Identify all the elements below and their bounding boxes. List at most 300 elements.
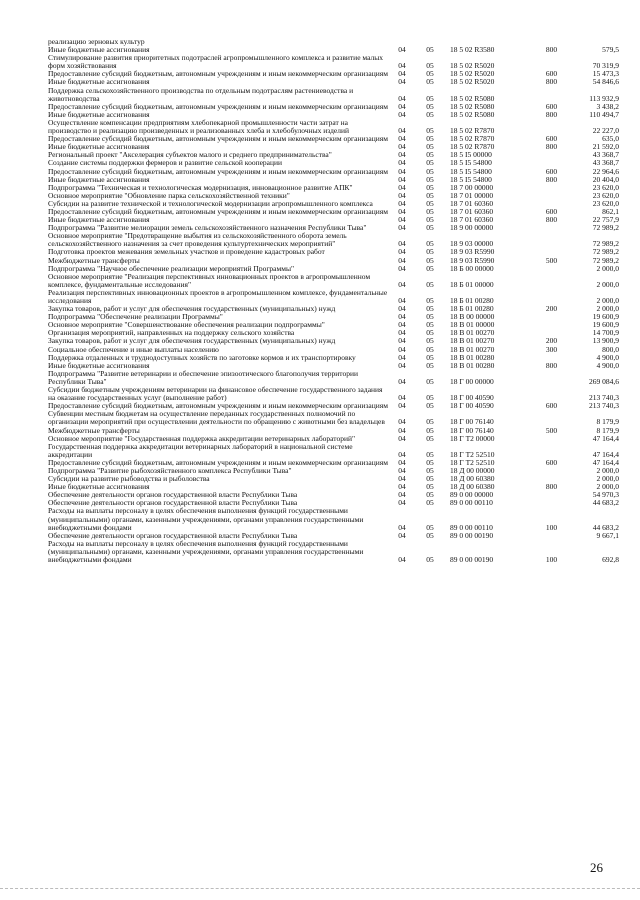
row-celevaya-statya: 89 0 00 00000 xyxy=(450,490,494,500)
row-name: Закупка товаров, работ и услуг для обеспечения государственных (муниципальных) нужд xyxy=(48,336,336,346)
table-row xyxy=(48,87,619,103)
row-name: Осуществление компенсации предприятиям хлебопекарной промышленности части затрат на производство и реализацию произведенных и реализованных хлеба и хлебобулочных изделий xyxy=(48,117,350,136)
row-razdel: 04 xyxy=(398,555,406,564)
table-row xyxy=(48,540,619,564)
row-podrazdel: 05 xyxy=(426,190,434,200)
row-amount: 800,0 xyxy=(602,344,619,354)
row-name: Социальное обеспечение и иные выплаты населению xyxy=(48,344,219,354)
row-amount: 2 000,0 xyxy=(596,482,619,492)
row-celevaya-statya: 18 7 00 00000 xyxy=(450,182,494,192)
row-celevaya-statya: 89 0 00 00190 xyxy=(450,555,494,564)
row-celevaya-statya: 18 В 01 00000 xyxy=(450,320,495,330)
row-amount: 2 000,0 xyxy=(596,304,619,314)
row-razdel: 04 xyxy=(398,417,406,427)
row-razdel: 04 xyxy=(398,61,406,71)
row-podrazdel: 05 xyxy=(426,101,434,111)
row-name: Обеспечение деятельности органов государственной власти Республики Тыва xyxy=(48,498,298,508)
row-amount: 54 970,3 xyxy=(592,490,619,500)
row-podrazdel: 05 xyxy=(426,158,434,168)
row-vid-rashodov xyxy=(538,499,565,507)
row-amount: 22 757,9 xyxy=(592,215,619,225)
row-celevaya-statya: 18 В 00 00000 xyxy=(450,312,495,322)
row-name: Основное мероприятие "Предотвращение выбытия из сельскохозяйственного оборота земель сельскохозяйственного назначения за счет проведения культуртехнических мероприятий" xyxy=(48,231,347,249)
row-vid-rashodov: 600 xyxy=(545,134,558,144)
row-amount: 4 900,0 xyxy=(596,360,619,370)
row-podrazdel: 05 xyxy=(426,304,434,314)
table-row xyxy=(48,370,619,386)
row-amount: 72 989,2 xyxy=(592,255,619,265)
row-name: Расходы на выплаты персоналу в целях обеспечения выполнения функций государственными (муниципальными) органами, казенными учреждениями, органами управления государственными внебюджетными фондами xyxy=(48,506,364,532)
row-razdel: 04 xyxy=(398,425,406,435)
row-podrazdel: 05 xyxy=(426,142,434,152)
row-amount: 44 683,2 xyxy=(592,498,619,508)
row-celevaya-statya: 18 5 02 R5080 xyxy=(450,101,495,111)
row-name: Иные бюджетные ассигнования xyxy=(48,142,150,152)
row-name: Поддержка отдаленных и труднодоступных хозяйств по заготовке кормов и их транспортировку xyxy=(48,352,356,362)
row-podrazdel: 05 xyxy=(426,134,434,144)
row-name: Расходы на выплаты персоналу в целях обеспечения выполнения функций государственными (муниципальными) органами, казенными учреждениями, органами управления государственными внебюджетными фондами xyxy=(48,538,364,564)
row-vid-rashodov: 600 xyxy=(545,401,558,411)
row-name: Иные бюджетные ассигнования xyxy=(48,77,150,87)
row-vid-rashodov: 600 xyxy=(545,206,558,216)
row-razdel: 04 xyxy=(398,376,406,386)
row-name: Субсидии на развитие технической и технологической модернизации агропромышленного комплекса xyxy=(48,198,373,208)
row-celevaya-statya: 18 5 02 R5080 xyxy=(450,93,495,103)
row-vid-rashodov xyxy=(538,370,565,386)
row-name: Подпрограмма "Научное обеспечение реализации мероприятий Программы" xyxy=(48,263,295,273)
row-podrazdel: 05 xyxy=(426,223,434,233)
row-name: Предоставление субсидий бюджетным, автономным учреждениям и иным некоммерческим организациям xyxy=(48,206,388,216)
row-celevaya-statya: 18 5 02 R7870 xyxy=(450,126,495,136)
row-podrazdel: 05 xyxy=(426,45,434,55)
row-podrazdel: 05 xyxy=(426,296,434,305)
row-vid-rashodov xyxy=(538,321,565,329)
row-vid-rashodov xyxy=(538,532,565,540)
row-name: Межбюджетные трансферты xyxy=(48,255,140,265)
row-celevaya-statya: 18 7 01 60360 xyxy=(450,206,494,216)
row-podrazdel: 05 xyxy=(426,490,434,500)
row-celevaya-statya: 18 В 01 00270 xyxy=(450,336,495,346)
row-amount: 21 592,0 xyxy=(592,142,619,152)
row-amount: 2 000,0 xyxy=(596,465,619,475)
row-celevaya-statya: 18 9 03 00000 xyxy=(450,239,494,249)
row-amount: 213 740,3 xyxy=(589,393,619,403)
row-razdel: 04 xyxy=(398,336,406,346)
row-amount: 23 620,0 xyxy=(592,182,619,192)
row-amount: 54 846,6 xyxy=(592,77,619,87)
row-celevaya-statya: 89 0 00 00110 xyxy=(450,522,493,532)
row-amount: 22 964,6 xyxy=(592,166,619,176)
row-celevaya-statya: 18 5 I5 00000 xyxy=(450,150,492,160)
row-amount: 2 000,0 xyxy=(596,279,619,289)
row-podrazdel: 05 xyxy=(426,417,434,427)
row-podrazdel: 05 xyxy=(426,555,434,564)
table-row xyxy=(48,410,619,426)
row-vid-rashodov: 500 xyxy=(545,255,558,265)
row-vid-rashodov: 600 xyxy=(545,69,558,79)
row-vid-rashodov xyxy=(538,289,565,305)
row-vid-rashodov: 300 xyxy=(545,344,558,354)
row-celevaya-statya: 18 5 02 R7870 xyxy=(450,142,495,152)
row-razdel: 04 xyxy=(398,198,406,208)
row-razdel: 04 xyxy=(398,465,406,475)
row-celevaya-statya: 18 5 02 R7870 xyxy=(450,134,495,144)
row-name: Субсидии на развитие рыбоводства и рыболовства xyxy=(48,474,210,484)
row-razdel: 04 xyxy=(398,255,406,265)
row-name: Региональный проект "Акселерация субъектов малого и среднего предпринимательства" xyxy=(48,150,332,160)
row-celevaya-statya: 18 5 I5 54800 xyxy=(450,158,492,168)
budget-table xyxy=(48,38,619,564)
row-vid-rashodov: 100 xyxy=(545,555,558,564)
row-vid-rashodov xyxy=(538,192,565,200)
row-vid-rashodov: 200 xyxy=(545,336,558,346)
row-amount: 72 989,2 xyxy=(592,239,619,249)
row-podrazdel: 05 xyxy=(426,247,434,257)
row-amount: 8 179,9 xyxy=(596,417,619,427)
row-podrazdel: 05 xyxy=(426,215,434,225)
row-podrazdel: 05 xyxy=(426,263,434,273)
row-name: Иные бюджетные ассигнования xyxy=(48,482,150,492)
row-vid-rashodov: 200 xyxy=(545,304,558,314)
row-amount: 213 740,3 xyxy=(589,401,619,411)
row-celevaya-statya: 18 Г Т2 00000 xyxy=(450,433,495,443)
row-podrazdel: 05 xyxy=(426,498,434,508)
row-name: Стимулирование развития приоритетных подотраслей агропромышленного комплекса и развитие малых форм хозяйствования xyxy=(48,53,384,71)
row-amount: 14 700,9 xyxy=(592,328,619,338)
row-razdel: 04 xyxy=(398,328,406,338)
row-razdel: 04 xyxy=(398,522,406,532)
row-razdel: 04 xyxy=(398,166,406,176)
row-vid-rashodov: 600 xyxy=(545,101,558,111)
row-vid-rashodov xyxy=(538,435,565,443)
row-name: Межбюджетные трансферты xyxy=(48,425,140,435)
row-name: Поддержка сельскохозяйственного производства по отдельным подотраслям растениеводства и животноводства xyxy=(48,85,354,103)
row-celevaya-statya: 18 В 01 00280 xyxy=(450,352,495,362)
footer-divider xyxy=(0,888,640,889)
row-name: Предоставление субсидий бюджетным, автономным учреждениям и иным некоммерческим организациям xyxy=(48,69,388,79)
row-razdel: 04 xyxy=(398,490,406,500)
row-name: Обеспечение деятельности органов государственной власти Республики Тыва xyxy=(48,530,298,540)
row-podrazdel: 05 xyxy=(426,150,434,160)
row-vid-rashodov xyxy=(538,386,565,402)
row-razdel: 04 xyxy=(398,360,406,370)
row-razdel: 04 xyxy=(398,352,406,362)
row-vid-rashodov: 800 xyxy=(545,360,558,370)
row-celevaya-statya: 18 9 03 R5990 xyxy=(450,247,495,257)
row-celevaya-statya: 18 Б 01 00280 xyxy=(450,296,494,305)
row-podrazdel: 05 xyxy=(426,77,434,87)
row-podrazdel: 05 xyxy=(426,449,434,459)
row-name: Предоставление субсидий бюджетным, автономным учреждениям и иным некоммерческим организациям xyxy=(48,166,388,176)
row-celevaya-statya: 18 В 01 00280 xyxy=(450,360,495,370)
row-vid-rashodov: 800 xyxy=(545,142,558,152)
row-celevaya-statya: 18 9 03 R5990 xyxy=(450,255,495,265)
row-name: Подпрограмма "Развитие мелиорации земель сельскохозяйственного назначения Республики Тыва" xyxy=(48,223,367,233)
row-podrazdel: 05 xyxy=(426,401,434,411)
table-row xyxy=(48,232,619,248)
row-celevaya-statya: 18 5 02 R5020 xyxy=(450,61,495,71)
row-podrazdel: 05 xyxy=(426,465,434,475)
row-vid-rashodov: 600 xyxy=(545,166,558,176)
row-name: Субвенции местным бюджетам на осуществление переданных государственных полномочий по организации мероприятий при осуществлении деятельности по обращению с животными без владельцев xyxy=(48,409,385,427)
row-name: Подпрограмма "Техническая и технологическая модернизация, инновационное развитие АПК" xyxy=(48,182,353,192)
row-vid-rashodov xyxy=(538,265,565,273)
row-name: Предоставление субсидий бюджетным, автономным учреждениям и иным некоммерческим организациям xyxy=(48,401,388,411)
row-name: Подпрограмма "Развитие ветеринарии и обеспечение эпизоотического благополучия территории Республики Тыва" xyxy=(48,368,358,386)
budget-table-page xyxy=(48,37,619,564)
row-razdel: 04 xyxy=(398,263,406,273)
row-celevaya-statya: 18 Д 00 60380 xyxy=(450,474,495,484)
row-podrazdel: 05 xyxy=(426,352,434,362)
row-name: Основное мероприятие "Государственная поддержка аккредитации ветеринарных лабораторий" xyxy=(48,433,356,443)
table-row xyxy=(48,507,619,531)
row-razdel: 04 xyxy=(398,279,406,289)
row-podrazdel: 05 xyxy=(426,482,434,492)
row-celevaya-statya: 18 5 02 R5020 xyxy=(450,77,495,87)
row-podrazdel: 05 xyxy=(426,109,434,119)
row-razdel: 04 xyxy=(398,93,406,103)
row-razdel: 04 xyxy=(398,45,406,55)
row-amount: 3 438,2 xyxy=(596,101,619,111)
row-podrazdel: 05 xyxy=(426,198,434,208)
row-celevaya-statya: 18 7 01 60360 xyxy=(450,198,494,208)
row-celevaya-statya: 18 Б 01 00280 xyxy=(450,304,494,314)
row-razdel: 04 xyxy=(398,304,406,314)
row-name: Основное мероприятие "Реализация перспективных инновационных проектов в агропромышленном комплексе, фундаментальные исследования" xyxy=(48,271,371,289)
row-razdel: 04 xyxy=(398,206,406,216)
row-celevaya-statya: 18 9 00 00000 xyxy=(450,223,494,233)
row-podrazdel: 05 xyxy=(426,206,434,216)
row-celevaya-statya: 18 Г 00 76140 xyxy=(450,417,494,427)
row-podrazdel: 05 xyxy=(426,174,434,184)
row-razdel: 04 xyxy=(398,174,406,184)
row-podrazdel: 05 xyxy=(426,93,434,103)
row-amount: 47 164,4 xyxy=(592,433,619,443)
row-razdel: 04 xyxy=(398,126,406,136)
row-razdel: 04 xyxy=(398,344,406,354)
row-podrazdel: 05 xyxy=(426,239,434,249)
row-podrazdel: 05 xyxy=(426,344,434,354)
row-name: Субсидии бюджетным учреждениям ветеринарии на финансовое обеспечение государственного задания на оказание государственных услуг (выполнение работ) xyxy=(48,385,383,403)
table-row xyxy=(48,289,619,305)
row-name: Реализация перспективных инновационных проектов в агропромышленном комплексе, фундаментальные исследования xyxy=(48,287,388,305)
row-vid-rashodov xyxy=(538,184,565,192)
row-razdel: 04 xyxy=(398,457,406,467)
row-amount: 23 620,0 xyxy=(592,190,619,200)
row-podrazdel: 05 xyxy=(426,376,434,386)
row-podrazdel: 05 xyxy=(426,320,434,330)
row-name: Создание системы поддержки фермеров и развитие сельской кооперации xyxy=(48,158,283,168)
row-razdel: 04 xyxy=(398,393,406,403)
row-vid-rashodov xyxy=(538,410,565,426)
row-podrazdel: 05 xyxy=(426,328,434,338)
row-amount: 9 667,1 xyxy=(596,530,619,540)
table-row xyxy=(48,119,619,135)
row-vid-rashodov: 800 xyxy=(545,45,558,55)
row-vid-rashodov xyxy=(538,87,565,103)
row-razdel: 04 xyxy=(398,320,406,330)
row-podrazdel: 05 xyxy=(426,166,434,176)
budget-table-body xyxy=(48,38,619,564)
row-razdel: 04 xyxy=(398,239,406,249)
table-row xyxy=(48,54,619,70)
row-name: Подготовка проектов межевания земельных участков и проведение кадастровых работ xyxy=(48,247,325,257)
row-razdel: 04 xyxy=(398,150,406,160)
row-amount: 2 000,0 xyxy=(596,263,619,273)
row-celevaya-statya: 18 Г 00 40590 xyxy=(450,393,494,403)
row-amount: 72 989,2 xyxy=(592,247,619,257)
row-celevaya-statya: 18 В 01 00270 xyxy=(450,328,495,338)
row-name: Обеспечение деятельности органов государственной власти Республики Тыва xyxy=(48,490,298,500)
row-razdel: 04 xyxy=(398,142,406,152)
row-vid-rashodov xyxy=(538,313,565,321)
row-name: Иные бюджетные ассигнования xyxy=(48,174,150,184)
row-celevaya-statya: 18 Г 00 00000 xyxy=(450,376,494,386)
row-name: Организация мероприятий, направленных на поддержку сельского хозяйства xyxy=(48,328,295,338)
row-razdel: 04 xyxy=(398,530,406,540)
row-podrazdel: 05 xyxy=(426,126,434,136)
row-vid-rashodov xyxy=(538,224,565,232)
row-razdel: 04 xyxy=(398,101,406,111)
row-vid-rashodov xyxy=(538,273,565,289)
row-amount: 269 084,6 xyxy=(589,376,619,386)
page-number: 26 xyxy=(590,860,603,875)
row-celevaya-statya: 18 Г 00 40590 xyxy=(450,401,494,411)
row-razdel: 04 xyxy=(398,69,406,79)
row-podrazdel: 05 xyxy=(426,425,434,435)
row-amount: 23 620,0 xyxy=(592,198,619,208)
table-row xyxy=(48,386,619,402)
row-vid-rashodov xyxy=(538,119,565,135)
row-name: Подпрограмма "Развитие рыбохозяйственного комплекса Республики Тыва" xyxy=(48,465,292,475)
row-name: реализацию зерновых культур xyxy=(48,37,145,46)
row-celevaya-statya: 18 5 I5 54800 xyxy=(450,166,492,176)
row-amount: 13 900,9 xyxy=(592,336,619,346)
row-vid-rashodov xyxy=(538,232,565,248)
row-vid-rashodov xyxy=(538,443,565,459)
row-name: Закупка товаров, работ и услуг для обеспечения государственных (муниципальных) нужд xyxy=(48,304,336,314)
row-razdel: 04 xyxy=(398,247,406,257)
row-vid-rashodov xyxy=(538,491,565,499)
row-podrazdel: 05 xyxy=(426,530,434,540)
row-celevaya-statya: 89 0 00 00190 xyxy=(450,530,494,540)
row-vid-rashodov: 800 xyxy=(545,109,558,119)
row-podrazdel: 05 xyxy=(426,433,434,443)
row-name: Предоставление субсидий бюджетным, автономным учреждениям и иным некоммерческим организациям xyxy=(48,134,388,144)
row-podrazdel: 05 xyxy=(426,393,434,403)
row-razdel: 04 xyxy=(398,474,406,484)
row-name: Иные бюджетные ассигнования xyxy=(48,360,150,370)
row-celevaya-statya: 18 Д 00 00000 xyxy=(450,465,495,475)
row-amount: 15 473,3 xyxy=(592,69,619,79)
row-celevaya-statya: 18 7 01 00000 xyxy=(450,190,494,200)
row-amount: 8 179,9 xyxy=(596,425,619,435)
row-podrazdel: 05 xyxy=(426,336,434,346)
row-razdel: 04 xyxy=(398,449,406,459)
row-amount: 70 319,9 xyxy=(592,61,619,71)
row-amount: 22 227,0 xyxy=(592,126,619,136)
row-razdel: 04 xyxy=(398,134,406,144)
row-name: Государственная поддержка аккредитации ветеринарных лабораторий в национальной системе аккредитации xyxy=(48,441,353,459)
row-celevaya-statya: 18 5 02 R5020 xyxy=(450,69,495,79)
row-name: Предоставление субсидий бюджетным, автономным учреждениям и иным некоммерческим организациям xyxy=(48,101,388,111)
row-celevaya-statya: 18 5 02 R3580 xyxy=(450,45,495,55)
row-razdel: 04 xyxy=(398,190,406,200)
table-row xyxy=(48,443,619,459)
row-amount: 635,0 xyxy=(602,134,619,144)
row-vid-rashodov: 500 xyxy=(545,425,558,435)
row-name: Основное мероприятие "Обновление парка сельскохозяйственной техники" xyxy=(48,190,290,200)
row-celevaya-statya: 18 7 01 60360 xyxy=(450,215,494,225)
row-podrazdel: 05 xyxy=(426,279,434,289)
row-celevaya-statya: 18 Б 01 00000 xyxy=(450,279,494,289)
row-amount: 579,5 xyxy=(602,45,619,55)
row-amount: 47 164,4 xyxy=(592,449,619,459)
row-vid-rashodov xyxy=(538,151,565,159)
row-amount: 113 932,9 xyxy=(589,93,619,103)
row-podrazdel: 05 xyxy=(426,61,434,71)
table-row xyxy=(48,273,619,289)
row-celevaya-statya: 18 Д 00 60380 xyxy=(450,482,495,492)
row-vid-rashodov: 800 xyxy=(545,215,558,225)
row-podrazdel: 05 xyxy=(426,360,434,370)
row-razdel: 04 xyxy=(398,158,406,168)
row-podrazdel: 05 xyxy=(426,474,434,484)
row-amount: 110 494,7 xyxy=(589,109,619,119)
row-podrazdel: 05 xyxy=(426,69,434,79)
row-amount: 692,8 xyxy=(602,555,619,564)
row-podrazdel: 05 xyxy=(426,312,434,322)
row-name: Иные бюджетные ассигнования xyxy=(48,45,150,55)
row-vid-rashodov: 800 xyxy=(545,482,558,492)
row-name: Основное мероприятие "Совершенствование обеспечения реализации подпрограммы" xyxy=(48,320,325,330)
row-vid-rashodov xyxy=(538,54,565,70)
row-podrazdel: 05 xyxy=(426,255,434,265)
row-amount: 72 989,2 xyxy=(592,223,619,233)
row-vid-rashodov xyxy=(538,467,565,475)
row-razdel: 04 xyxy=(398,433,406,443)
row-razdel: 04 xyxy=(398,482,406,492)
row-amount: 47 164,4 xyxy=(592,457,619,467)
row-amount: 43 368,7 xyxy=(592,158,619,168)
row-amount: 4 900,0 xyxy=(596,352,619,362)
row-name: Предоставление субсидий бюджетным, автономным учреждениям и иным некоммерческим организациям xyxy=(48,457,388,467)
row-celevaya-statya: 18 5 02 R5080 xyxy=(450,109,495,119)
row-celevaya-statya: 89 0 00 00110 xyxy=(450,498,493,508)
row-celevaya-statya: 18 Б 00 00000 xyxy=(450,263,494,273)
row-amount: 43 368,7 xyxy=(592,150,619,160)
row-amount: 862,1 xyxy=(602,206,619,216)
row-name: Иные бюджетные ассигнования xyxy=(48,215,150,225)
row-razdel: 04 xyxy=(398,401,406,411)
row-podrazdel: 05 xyxy=(426,457,434,467)
row-name: Иные бюджетные ассигнования xyxy=(48,109,150,119)
row-vid-rashodov: 600 xyxy=(545,457,558,467)
row-vid-rashodov: 800 xyxy=(545,77,558,87)
row-celevaya-statya: 18 В 01 00270 xyxy=(450,344,495,354)
row-celevaya-statya: 18 5 I5 54800 xyxy=(450,174,492,184)
row-amount: 44 683,2 xyxy=(592,522,619,532)
row-razdel: 04 xyxy=(398,296,406,305)
row-amount: 2 000,0 xyxy=(596,474,619,484)
row-razdel: 04 xyxy=(398,182,406,192)
row-amount: 20 404,0 xyxy=(592,174,619,184)
row-podrazdel: 05 xyxy=(426,522,434,532)
row-celevaya-statya: 18 Г Т2 52510 xyxy=(450,457,495,467)
row-vid-rashodov: 100 xyxy=(545,522,558,532)
row-razdel: 04 xyxy=(398,498,406,508)
row-razdel: 04 xyxy=(398,77,406,87)
